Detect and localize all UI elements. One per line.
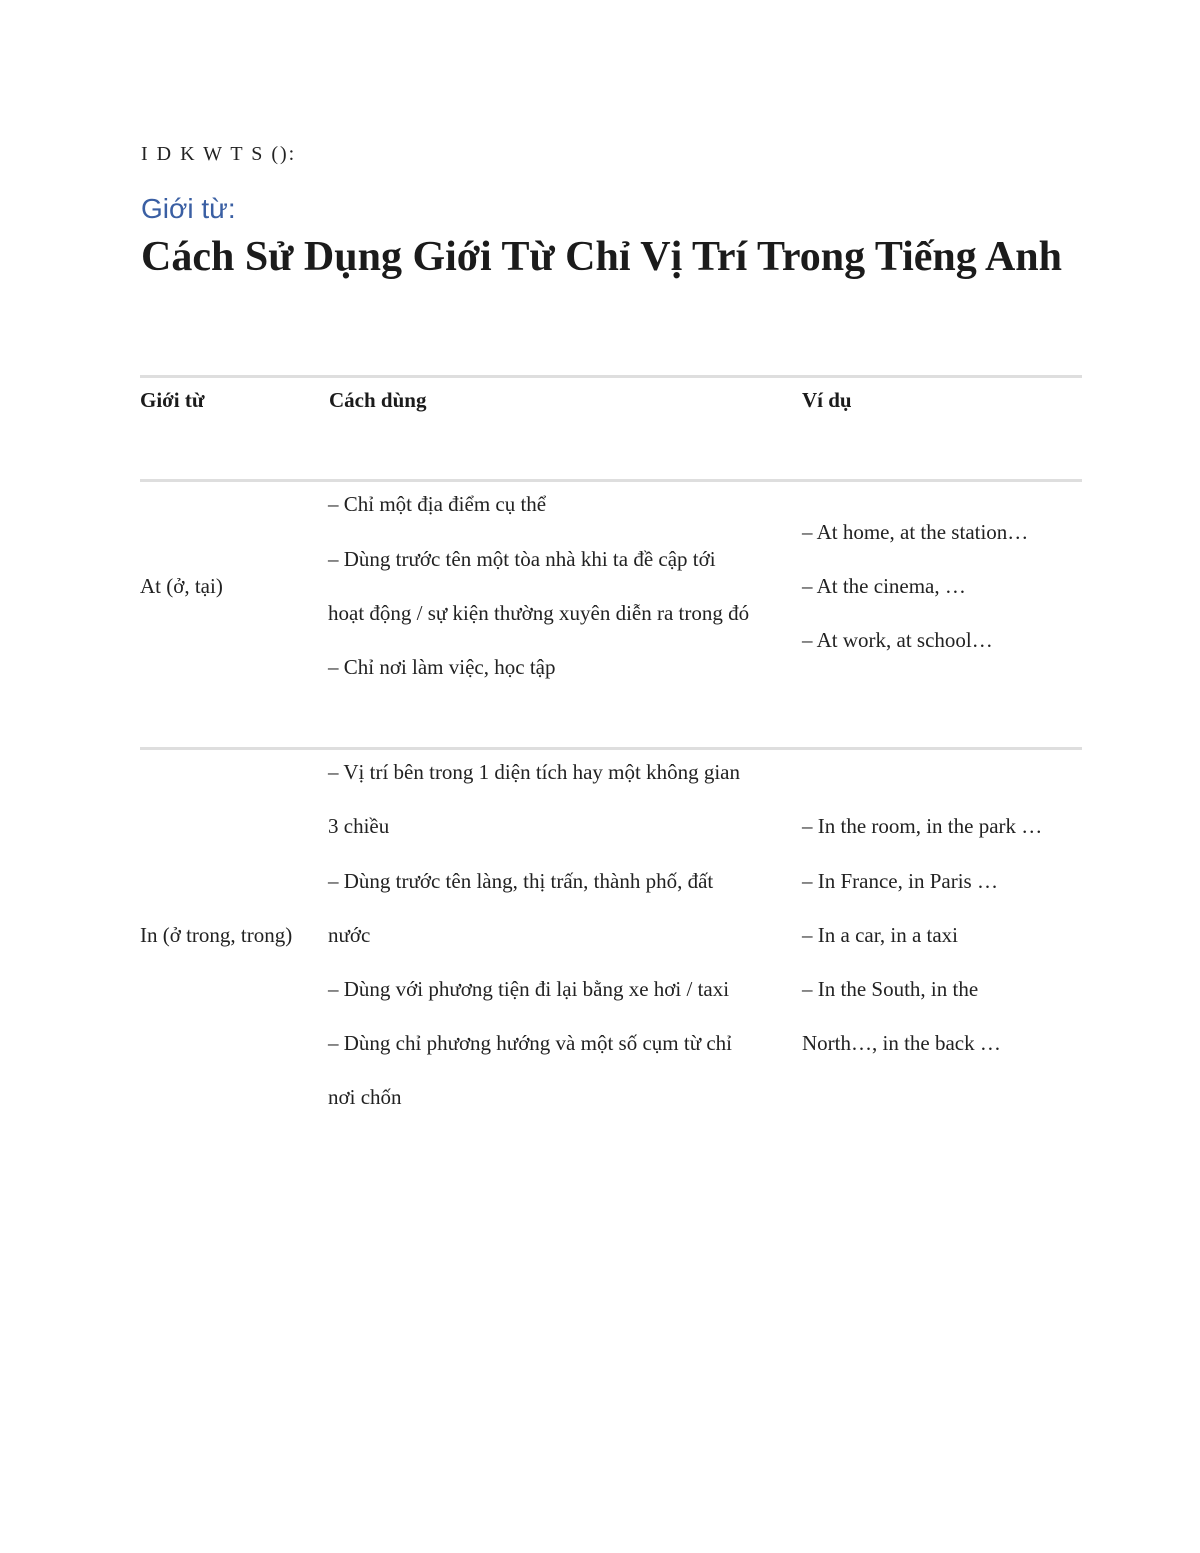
usage-line: nơi chốn <box>328 1085 402 1109</box>
document-title: Cách Sử Dụng Giới Từ Chỉ Vị Trí Trong Tiếng Anh <box>141 234 1062 280</box>
example-line: – At home, at the station… <box>802 520 1029 544</box>
usage-line: – Dùng với phương tiện đi lại bằng xe hơi / taxi <box>328 977 730 1001</box>
table-row-divider <box>140 747 1082 750</box>
example-line: – At work, at school… <box>802 628 993 652</box>
preposition-cell: In (ở trong, trong) <box>140 923 293 947</box>
usage-line: nước <box>328 923 371 947</box>
column-header-usage: Cách dùng <box>329 388 427 412</box>
usage-line: – Dùng trước tên làng, thị trấn, thành phố, đất <box>328 869 714 893</box>
usage-line: – Chỉ nơi làm việc, học tập <box>328 655 556 679</box>
example-line: – In France, in Paris … <box>802 869 998 893</box>
usage-line: – Vị trí bên trong 1 diện tích hay một không gian <box>328 760 740 784</box>
example-line: – In a car, in a taxi <box>802 923 959 947</box>
example-line: North…, in the back … <box>802 1031 1001 1055</box>
column-header-preposition: Giới từ <box>140 388 205 412</box>
page-header: I D K W T S (): <box>141 143 297 165</box>
table-row-divider <box>140 479 1082 482</box>
column-header-example: Ví dụ <box>802 388 852 412</box>
table-top-divider <box>140 375 1082 378</box>
usage-line: – Dùng trước tên một tòa nhà khi ta đề cập tới <box>328 547 716 571</box>
preposition-cell: At (ở, tại) <box>140 574 223 598</box>
usage-line: 3 chiều <box>328 814 390 838</box>
document-subtitle: Giới từ: <box>141 193 236 224</box>
usage-line: – Chỉ một địa điểm cụ thể <box>328 492 547 516</box>
example-line: – In the room, in the park … <box>802 814 1043 838</box>
example-line: – In the South, in the <box>802 977 979 1001</box>
example-line: – At the cinema, … <box>802 574 966 598</box>
usage-line: – Dùng chỉ phương hướng và một số cụm từ chỉ <box>328 1031 732 1055</box>
usage-line: hoạt động / sự kiện thường xuyên diễn ra trong đó <box>328 601 750 625</box>
